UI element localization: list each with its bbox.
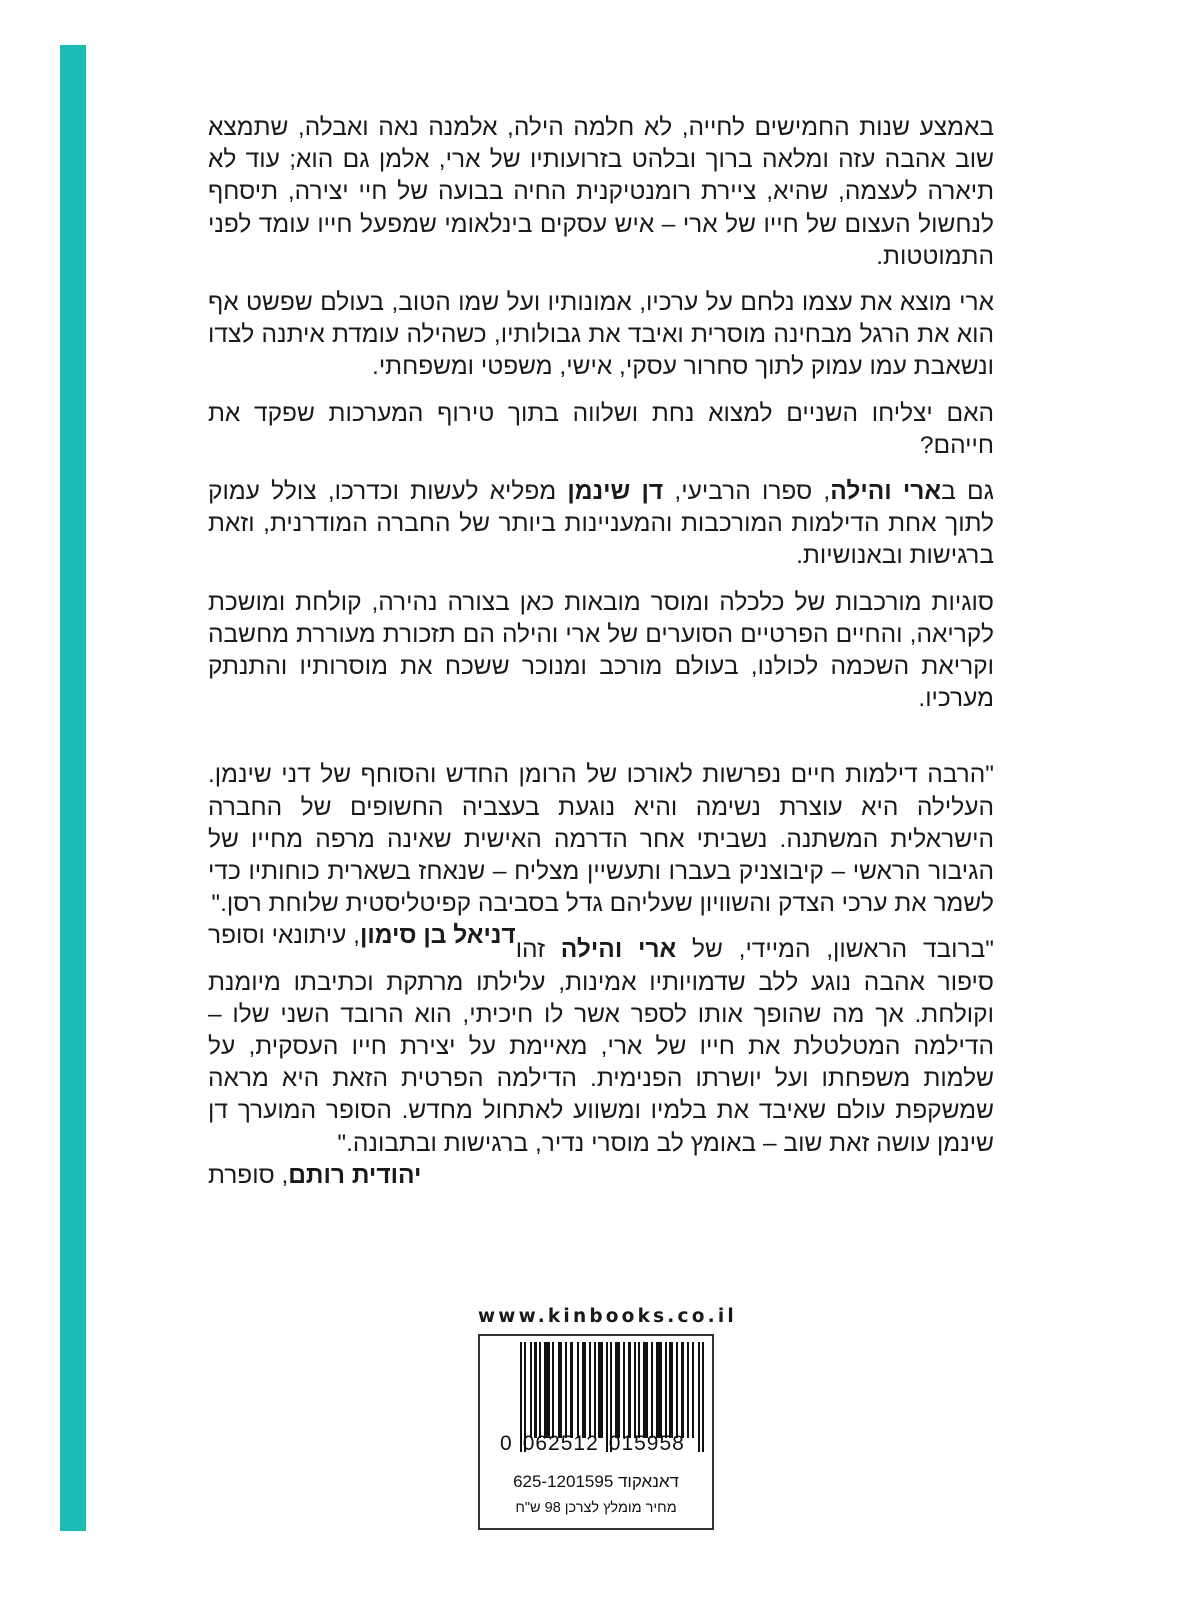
barcode-digits-left: 062512 bbox=[522, 1432, 599, 1455]
price-label: מחיר מומלץ לצרכן 98 ש"ח bbox=[515, 1500, 677, 1516]
review-2-book-title-bold: ארי והילה bbox=[560, 936, 677, 964]
barcode-box bbox=[478, 1334, 714, 1530]
review-1-attribution bbox=[208, 920, 516, 952]
review-2-quote-post: זהו סיפור אהבה נוגע ללב שדמויותיו אמינות, עלילתו מרתקת וכתיבתו מיומנת וקולחת. אך מה שהופך אותו לספר אשר לו חיכיתי, הוא הרובד השני שלו – הדילמה המטלטלת את חייו של ארי, מאיימת על יצירת חייו העסקית, על שלמות משפחתו ועל יושרתו הפנימית. הדילמה הפרטית הזאת היא מראה שמשקפת עולם שאיבד את בלמיו ומשווע לאתחול מחדש. הסופר המוערך דן שינמן עושה זאת שוב – באומץ לב מוסרי נדיר, ברגישות ובתבונה." bbox=[208, 936, 994, 1157]
author-name-bold: דן שינמן bbox=[567, 478, 664, 506]
book-title-bold: ארי והילה bbox=[830, 478, 942, 506]
review-2-attribution bbox=[208, 1160, 421, 1192]
barcode-digit-lead: 0 bbox=[500, 1432, 513, 1455]
blurb-paragraph-5: סוגיות מורכבות של כלכלה ומוסר מובאות כאן בצורה נהירה, קולחת ומושכת לקריאה, והחיים הפרטיים הסוערים של ארי והילה הם תזכורת מעוררת מחשבה וקריאת השכמה לכולנו, בעולם מורכב ומנוכר ששכח את מוסרותיו והתנתק מערכיו. bbox=[208, 588, 994, 713]
blurb-paragraph-3: האם יצליחו השניים למצוא נחת ושלווה בתוך טירוף המערכות שפקד את חייהם? bbox=[208, 399, 994, 459]
review-2-reviewer-role: , סופרת bbox=[208, 1161, 289, 1189]
barcode-number bbox=[500, 1432, 710, 1456]
danacode-label: דאנאקוד 625-1201595 bbox=[513, 1472, 679, 1491]
para4-pre: גם ב bbox=[941, 478, 994, 506]
review-2 bbox=[208, 934, 994, 1189]
review-1-quote: "הרבה דילמות חיים נפרשות לאורכו של הרומן החדש והסוחף של דני שינמן. העלילה היא עוצרת נשימה והיא נוגעת בעצביה החשופים של החברה הישראלית המשתנה. נשביתי אחר הדרמה האישית שאינה מרפה מחייו של הגיבור הראשי – קיבוצניק בעברו ותעשיין מצליח – שנאחז בשארית כוחותיו כדי לשמר את ערכי הצדק והשוויון שעליהם גדל בסביבה קפיטליסטית שלוחת רסן." bbox=[208, 761, 994, 918]
review-2-reviewer-name: יהודית רותם bbox=[288, 1161, 422, 1189]
blurb-paragraph-2: ארי מוצא את עצמו נלחם על ערכיו, אמונותיו ועל שמו הטוב, בעולם שפשט אף הוא את הרגל מבחינה מוסרית ואיבד את גבולותיו, כשהילה עומדת איתנה לצדו ונשאבת עמו עמוק לתוך סחרור עסקי, אישי, משפטי ומשפחתי. bbox=[208, 289, 994, 381]
barcode-digits-right: 015958 bbox=[608, 1432, 685, 1455]
publisher-website: www.kinbooks.co.il bbox=[478, 1306, 737, 1327]
back-cover-text bbox=[208, 112, 994, 1192]
review-2-quote-pre: "ברובד הראשון, המיידי, של bbox=[676, 936, 994, 964]
review-1-reviewer-name: דניאל בן סימון bbox=[359, 922, 516, 950]
para4-post: מפליא לעשות וכדרכו, צולל עמוק לתוך אחת הדילמות המורכבות והמעניינות ביותר של החברה המודרנית, וזאת ברגישות ובאנושיות. bbox=[208, 478, 994, 570]
review-1-reviewer-role: , עיתונאי וסופר bbox=[208, 922, 360, 950]
blurb-paragraph-1: באמצע שנות החמישים לחייה, לא חלמה הילה, אלמנה נאה ואבלה, שתמצא שוב אהבה עזה ומלאה ברוך ובלהט בזרועותיו של ארי, אלמן גם הוא; עוד לא תיארה לעצמה, שהיא, ציירת רומנטיקנית החיה בבועה של חיי יצירה, תיסחף לנחשול העצום של חייו של ארי – איש עסקים בינלאומי שמפעל חייו עומד לפני התמוטטות. bbox=[208, 114, 994, 270]
spine-accent-bar bbox=[60, 45, 86, 1531]
blurb-paragraph-4 bbox=[208, 476, 994, 573]
para4-mid: , ספרו הרביעי, bbox=[663, 478, 831, 506]
